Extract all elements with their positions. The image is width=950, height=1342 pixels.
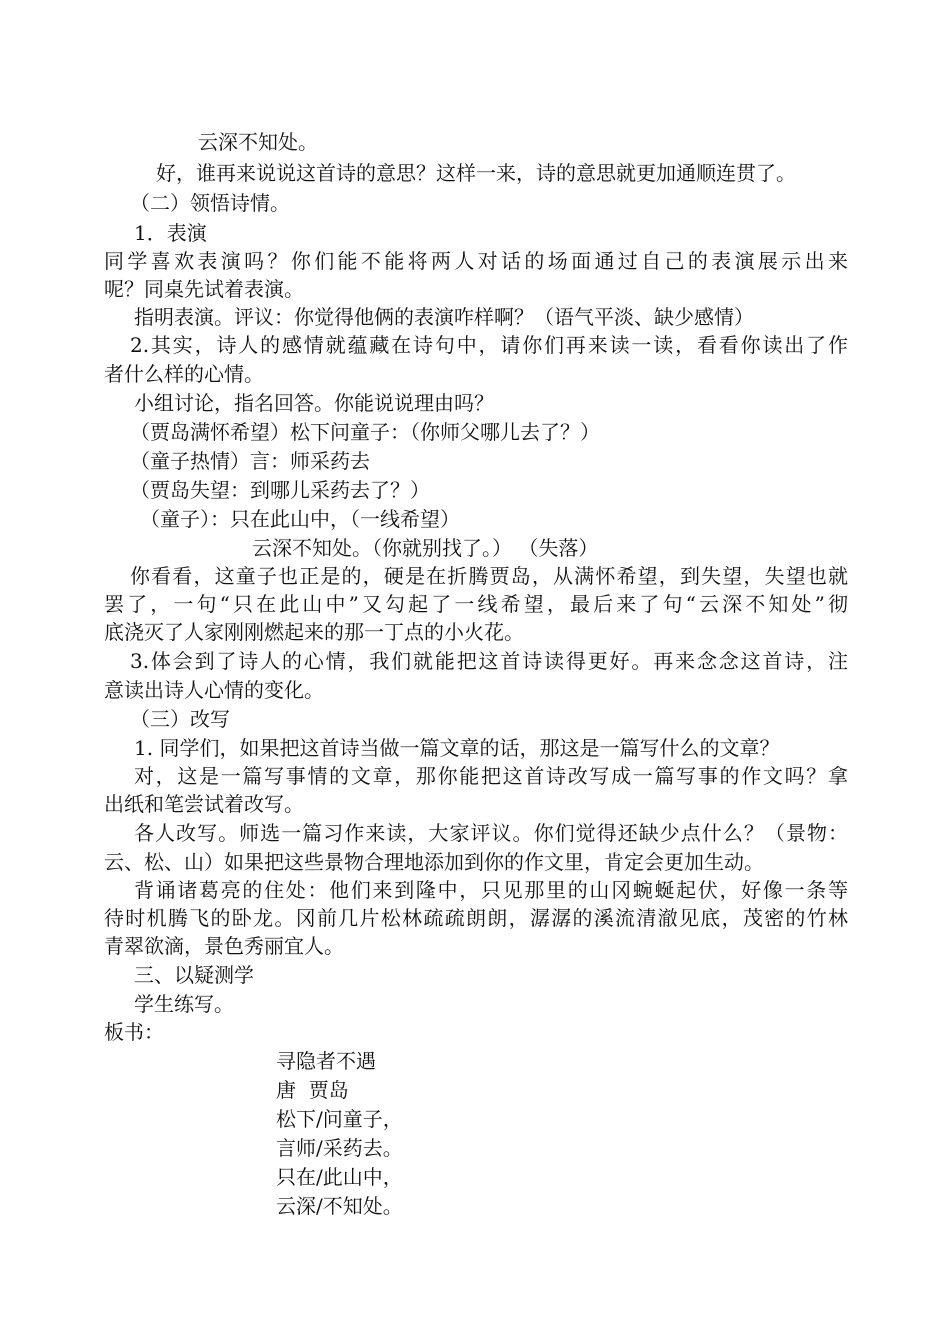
paragraph: 3.体会到了诗人的心情，我们就能把这首诗读得更好。再来念念这首诗，注 [130,649,848,673]
paragraph: 意读出诗人心情的变化。 [104,678,324,702]
board-poem-line: 云深/不知处。 [276,1194,403,1218]
board-poem-line: 言师/采药去。 [276,1136,403,1160]
subheading: 1．表演 [134,221,207,245]
paragraph: 你看看，这童子也正是的，硬是在折腾贾岛，从满怀希望，到失望，失望也就 [130,564,848,588]
dialogue-line: （童子热情）言：师采药去 [130,449,370,473]
paragraph: 好，谁再来说说这首诗的意思？这样一来，诗的意思就更加通顺连贯了。 [156,161,796,185]
paragraph: 呢？同桌先试着表演。 [104,277,304,301]
paragraph: 者什么样的心情。 [104,362,264,386]
paragraph: 底浇灭了人家刚刚燃起来的那一丁点的小火花。 [104,620,524,644]
paragraph: 指明表演。评议：你觉得他俩的表演咋样啊？（语气平淡、缺少感情） [134,305,754,329]
board-poem-line: 松下/问童子， [276,1107,403,1131]
paragraph: 待时机腾飞的卧龙。冈前几片松林疏疏朗朗，潺潺的溪流清澈见底，茂密的竹林 [104,906,848,930]
paragraph: 云、松、山）如果把这些景物合理地添加到你的作文里，肯定会更加生动。 [104,850,764,874]
paragraph: 同学喜欢表演吗？你们能不能将两人对话的场面通过自己的表演展示出来 [104,249,848,273]
paragraph: 罢了，一句“只在此山中”又勾起了一线希望，最后来了句“云深不知处”彻 [104,592,848,616]
paragraph: 2.其实，诗人的感情就蕴藏在诗句中，请你们再来读一读，看看你读出了作 [130,333,848,357]
paragraph: 出纸和笔尝试着改写。 [104,792,304,816]
board-label: 板书： [104,1020,164,1044]
paragraph: 青翠欲滴，景色秀丽宜人。 [104,934,344,958]
paragraph: 对，这是一篇写事情的文章，那你能把这首诗改写成一篇写事的作文吗？拿 [134,764,848,788]
board-title: 寻隐者不遇 [276,1049,376,1073]
dialogue-line: （童子）：只在此山中，（一线希望） [140,507,460,531]
paragraph: 1. 同学们，如果把这首诗当做一篇文章的话，那这是一篇写什么的文章？ [134,736,780,760]
poem-line: 云深不知处。 [198,130,318,154]
paragraph: 背诵诸葛亮的住处：他们来到隆中，只见那里的山冈蜿蜒起伏，好像一条等 [134,878,848,902]
paragraph: 各人改写。师选一篇习作来读，大家评议。你们觉得还缺少点什么？（景物： [134,821,848,845]
board-author: 唐 贾岛 [276,1078,349,1102]
section-heading: （二）领悟诗情。 [130,191,290,215]
dialogue-line: 云深不知处。（你就别找了。） （失落） [252,536,599,560]
paragraph: 小组讨论，指名回答。你能说说理由吗？ [134,391,494,415]
section-heading: 三、以疑测学 [134,963,254,987]
dialogue-line: （贾岛失望：到哪儿采药去了？） [130,478,430,502]
section-heading: （三）改写 [130,707,230,731]
paragraph: 学生练写。 [134,992,234,1016]
dialogue-line: （贾岛满怀希望）松下问童子：（你师父哪儿去了？） [130,420,600,444]
board-poem-line: 只在/此山中， [276,1165,403,1189]
